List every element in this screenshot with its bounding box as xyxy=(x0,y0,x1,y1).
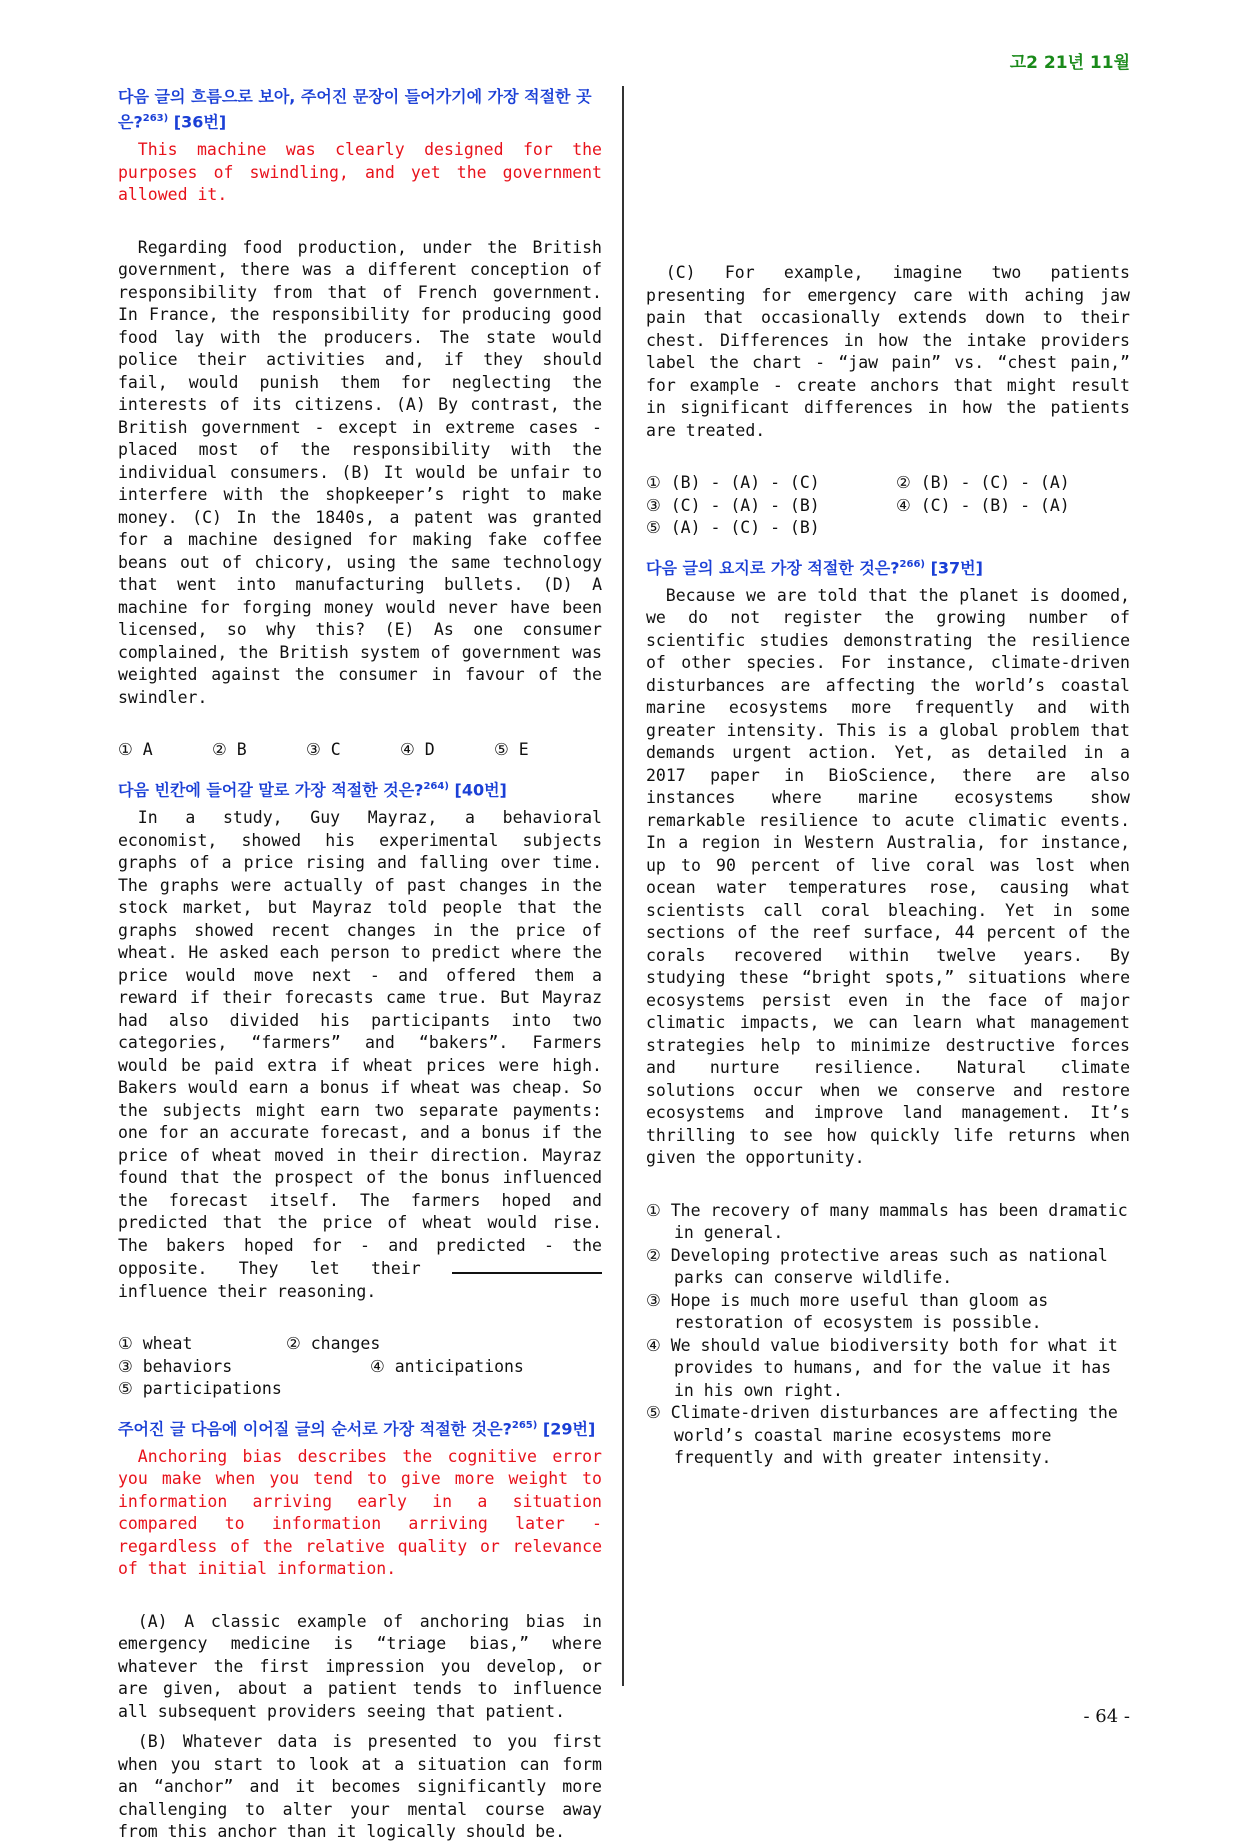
choice-5[interactable]: ⑤ Climate-driven disturbances are affecting the world’s coastal marine ecosystems more frequently and with greater intensity. xyxy=(646,1403,1118,1468)
question-29-paragraph-b: (B) Whatever data is presented to you first when you start to look at a situation can form an “anchor” and it becomes significantly more challenging to alter your mental course away from this anchor than it logically should be. xyxy=(118,1732,602,1842)
question-36-number: [36번] xyxy=(173,112,227,132)
question-37-heading xyxy=(646,554,1130,579)
question-29-choices xyxy=(646,472,1130,540)
choice-2[interactable]: ② B xyxy=(212,740,247,760)
choice-2[interactable]: ② Developing protective areas such as national parks can conserve wildlife. xyxy=(646,1245,1108,1288)
question-40-heading xyxy=(118,776,602,801)
footnote-263: 263) xyxy=(142,113,169,124)
choice-4[interactable]: ④ D xyxy=(400,740,435,760)
question-29-paragraph-a: (A) A classic example of anchoring bias in emergency medicine is “triage bias,” where whatever the first impression you develop, or are given, about a patient tends to influence all subsequent providers seeing that patient. xyxy=(118,1611,602,1721)
choice-5[interactable]: ⑤ (A) - (C) - (B) xyxy=(646,518,820,537)
choice-3[interactable]: ③ behaviors xyxy=(118,1356,233,1376)
choice-3[interactable]: ③ (C) - (A) - (B) xyxy=(646,495,820,515)
question-40-passage xyxy=(118,807,602,1303)
right-column xyxy=(646,86,1130,1470)
left-column xyxy=(118,86,602,1844)
question-40-prompt: 다음 빈칸에 들어갈 말로 가장 적절한 것은? xyxy=(118,780,424,800)
passage-after-blank: influence their reasoning. xyxy=(118,1281,377,1301)
choice-1[interactable]: ① (B) - (A) - (C) xyxy=(646,473,820,492)
question-29-number: [29번] xyxy=(542,1418,596,1438)
question-29-heading xyxy=(118,1415,602,1440)
exam-tag: 고2 21년 11월 xyxy=(1009,53,1130,73)
question-37-prompt: 다음 글의 요지로 가장 적절한 것은? xyxy=(646,557,900,577)
choice-1[interactable]: ① wheat xyxy=(118,1334,193,1354)
footnote-264: 264) xyxy=(423,780,449,792)
choice-4[interactable]: ④ anticipations xyxy=(370,1356,524,1376)
question-37-choices xyxy=(646,1200,1130,1470)
question-36-passage: Regarding food production, under the British government, there was a different conception of responsibility from that of French government. In France, the responsibility for producing good food lay with the producers. The state would police their activities and, if they should fail, would punish them for neglecting the interests of its citizens. (A) By contrast, the British government - except in extreme cases - placed most of the responsibility with the individual consumers. (B) It would be unfair to interfere with the shopkeeper’s right to make money. (C) In the 1840s, a patent was granted for a machine designed for making fake coffee beans out of chicory, using the same technology that went into manufacturing bullets. (D) A machine for forging money would never have been licensed, so why this? (E) As one consumer complained, the British system of government was weighted against the consumer in favour of the swindler. xyxy=(118,237,602,707)
question-36-prompt: 다음 글의 흐름으로 보아, 주어진 문장이 들어가기에 가장 적절한 곳은? xyxy=(118,87,592,132)
choice-2[interactable]: ② changes xyxy=(286,1334,381,1354)
choice-5[interactable]: ⑤ participations xyxy=(118,1379,282,1399)
choice-1[interactable]: ① A xyxy=(118,740,153,760)
passage-before-blank: In a study, Guy Mayraz, a behavioral economist, showed his experimental subjects graphs of a price rising and falling over time. The graphs were actually of past changes in the stock market, but Mayraz told people that the graphs showed recent changes in the price of wheat. He asked each person to predict where the price would move next - and offered them a reward if their forecasts came true. But Mayraz had also divided his participants into two categories, “farmers” and “bakers”. Farmers would be paid extra if wheat prices were high. Bakers would earn a bonus if wheat was cheap. So the subjects might earn two separate payments: one for an accurate forecast, and a bonus if the price of wheat moved in their direction. Mayraz found that the prospect of the bonus influenced the forecast itself. The farmers hoped and predicted that the price of wheat would rise. The bakers hoped for - and predicted - the opposite. They let their xyxy=(118,808,602,1279)
choice-3[interactable]: ③ C xyxy=(306,740,341,760)
question-29-paragraph-c: (C) For example, imagine two patients presenting for emergency care with aching jaw pain that occasionally extends down to their chest. Differences in how the intake providers label the chart - “jaw pain” vs. “chest pain,” for example - create anchors that might result in significant differences in how the patients are treated. xyxy=(646,263,1130,440)
question-37-passage: Because we are told that the planet is doomed, we do not register the growing number of scientific studies demonstrating the resilience of other species. For instance, climate-driven disturbances are affecting the world’s coastal marine ecosystems more frequently and with greater intensity. This is a global problem that demands urgent action. Yet, as detailed in a 2017 paper in BioScience, there are also instances where marine ecosystems show remarkable resilience to acute climatic events. In a region in Western Australia, for instance, up to 90 percent of live coral was lost when ocean water temperatures rose, causing what scientists call coral bleaching. Yet in some sections of the reef surface, 44 percent of the corals recovered within twelve years. By studying these “bright spots,” situations where ecosystems persist even in the face of major climatic impacts, we can learn what management strategies help to minimize destructive forces and nurture resilience. Natural climate solutions occur when we conserve and restore ecosystems and improve land management. It’s thrilling to see how quickly life returns when given the opportunity. xyxy=(646,585,1130,1168)
question-29-given-passage: Anchoring bias describes the cognitive error you make when you tend to give more weight to information arriving early in a situation compared to information arriving later - regardless of the relative quality or relevance of that initial information. xyxy=(118,1446,602,1579)
choice-1[interactable]: ① The recovery of many mammals has been dramatic in general. xyxy=(646,1200,1128,1243)
choice-4[interactable]: ④ (C) - (B) - (A) xyxy=(896,495,1070,515)
footnote-265: 265) xyxy=(511,1419,538,1431)
column-divider xyxy=(622,86,624,1686)
question-36-choices xyxy=(118,739,602,762)
answer-blank[interactable] xyxy=(452,1257,602,1274)
page-number: - 64 - xyxy=(1083,1706,1130,1727)
question-37-number: [37번] xyxy=(930,557,983,577)
choice-4[interactable]: ④ We should value biodiversity both for what it provides to humans, and for the value it has in his own right. xyxy=(646,1335,1118,1400)
question-40-choices xyxy=(118,1333,602,1401)
choice-3[interactable]: ③ Hope is much more useful than gloom as restoration of ecosystem is possible. xyxy=(646,1290,1049,1333)
choice-2[interactable]: ② (B) - (C) - (A) xyxy=(896,473,1070,492)
question-40-number: [40번] xyxy=(454,780,507,800)
question-36-heading xyxy=(118,86,602,133)
question-36-given-sentence: This machine was clearly designed for the purposes of swindling, and yet the government allowed it. xyxy=(118,140,602,205)
choice-5[interactable]: ⑤ E xyxy=(494,740,529,760)
question-29-prompt: 주어진 글 다음에 이어질 글의 순서로 가장 적절한 것은? xyxy=(118,1418,512,1438)
footnote-266: 266) xyxy=(899,558,925,570)
